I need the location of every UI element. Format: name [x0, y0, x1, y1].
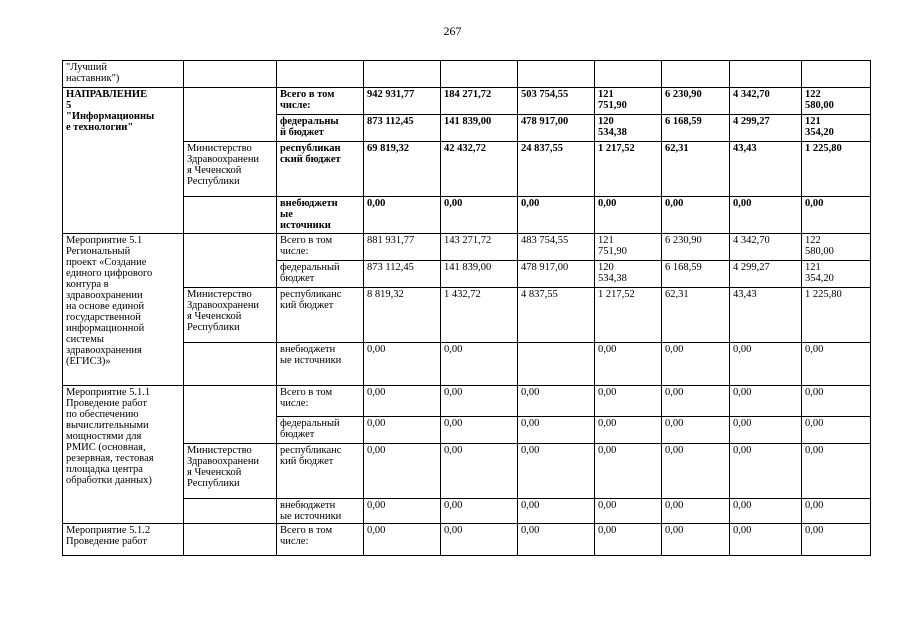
value-cell: 141 839,00 [441, 261, 518, 288]
table-row [63, 88, 871, 115]
funding-source-cell: федеральны й бюджет [277, 115, 364, 142]
value-cell: 0,00 [802, 197, 871, 234]
value-cell: 478 917,00 [518, 115, 595, 142]
value-cell [441, 61, 518, 88]
value-cell: 0,00 [364, 417, 441, 444]
table-row [63, 197, 871, 234]
funding-source-cell: республиканс кий бюджет [277, 444, 364, 499]
value-cell: 0,00 [595, 343, 662, 386]
value-cell: 0,00 [662, 524, 730, 556]
value-cell: 121 751,90 [595, 88, 662, 115]
funding-source-cell: федеральный бюджет [277, 417, 364, 444]
funding-source-cell [277, 61, 364, 88]
value-cell [518, 61, 595, 88]
value-cell: 0,00 [441, 524, 518, 556]
budget-table [62, 60, 871, 556]
funding-source-cell: внебюджетн ые источники [277, 499, 364, 524]
value-cell: 0,00 [730, 197, 802, 234]
value-cell: 503 754,55 [518, 88, 595, 115]
value-cell: 0,00 [802, 499, 871, 524]
value-cell: 62,31 [662, 142, 730, 197]
org-cell [184, 88, 277, 142]
value-cell: 43,43 [730, 288, 802, 343]
value-cell: 6 230,90 [662, 88, 730, 115]
table-row [63, 524, 871, 556]
value-cell: 1 217,52 [595, 142, 662, 197]
org-cell [184, 386, 277, 444]
measure-name-cell: НАПРАВЛЕНИЕ 5 "Информационны е технологии" [63, 88, 184, 234]
value-cell: 121 751,90 [595, 234, 662, 261]
value-cell: 0,00 [802, 444, 871, 499]
value-cell: 4 342,70 [730, 88, 802, 115]
value-cell: 0,00 [662, 417, 730, 444]
value-cell: 0,00 [364, 524, 441, 556]
org-cell: Министерство Здравоохранени я Чеченской Республики [184, 444, 277, 499]
funding-source-cell: Всего в том числе: [277, 88, 364, 115]
value-cell: 0,00 [364, 343, 441, 386]
table-row [63, 61, 871, 88]
value-cell: 6 168,59 [662, 115, 730, 142]
org-cell [184, 61, 277, 88]
value-cell [730, 61, 802, 88]
value-cell: 881 931,77 [364, 234, 441, 261]
value-cell [364, 61, 441, 88]
table-row [63, 499, 871, 524]
funding-source-cell: Всего в том числе: [277, 524, 364, 556]
value-cell: 0,00 [595, 524, 662, 556]
value-cell: 0,00 [518, 386, 595, 417]
funding-source-cell: Всего в том числе: [277, 234, 364, 261]
value-cell: 120 534,38 [595, 115, 662, 142]
value-cell: 0,00 [802, 386, 871, 417]
value-cell: 0,00 [802, 524, 871, 556]
value-cell: 942 931,77 [364, 88, 441, 115]
value-cell [595, 61, 662, 88]
value-cell: 0,00 [802, 343, 871, 386]
value-cell: 0,00 [730, 386, 802, 417]
value-cell: 43,43 [730, 142, 802, 197]
value-cell: 0,00 [730, 343, 802, 386]
value-cell: 0,00 [595, 499, 662, 524]
funding-source-cell: внебюджетн ые источники [277, 343, 364, 386]
org-cell: Министерство Здравоохранени я Чеченской Республики [184, 288, 277, 343]
value-cell: 0,00 [730, 499, 802, 524]
value-cell: 4 299,27 [730, 261, 802, 288]
measure-name-cell: Мероприятие 5.1.2 Проведение работ [63, 524, 184, 556]
value-cell: 1 432,72 [441, 288, 518, 343]
funding-source-cell: республикан ский бюджет [277, 142, 364, 197]
org-cell [184, 524, 277, 556]
measure-name-cell: Мероприятие 5.1 Региональный проект «Создание единого цифрового контура в здравоохранении на основе единой государственной информационной системы здравоохранения (ЕГИСЗ)» [63, 234, 184, 386]
value-cell: 4 342,70 [730, 234, 802, 261]
value-cell: 0,00 [802, 417, 871, 444]
table-row [63, 343, 871, 386]
value-cell: 122 580,00 [802, 234, 871, 261]
value-cell: 42 432,72 [441, 142, 518, 197]
org-cell [184, 499, 277, 524]
funding-source-cell: Всего в том числе: [277, 386, 364, 417]
measure-name-cell: Мероприятие 5.1.1 Проведение работ по обеспечению вычислительными мощностями для РМИС (основная, резервная, тестовая площадка центра обработки данных) [63, 386, 184, 524]
funding-source-cell: федеральный бюджет [277, 261, 364, 288]
value-cell: 141 839,00 [441, 115, 518, 142]
value-cell: 483 754,55 [518, 234, 595, 261]
value-cell: 121 354,20 [802, 115, 871, 142]
value-cell: 873 112,45 [364, 115, 441, 142]
value-cell: 0,00 [518, 417, 595, 444]
value-cell: 4 837,55 [518, 288, 595, 343]
value-cell: 0,00 [441, 417, 518, 444]
value-cell: 1 217,52 [595, 288, 662, 343]
org-cell [184, 234, 277, 288]
value-cell: 69 819,32 [364, 142, 441, 197]
page-number: 267 [443, 24, 462, 38]
value-cell: 0,00 [441, 343, 518, 386]
value-cell: 0,00 [364, 444, 441, 499]
value-cell: 0,00 [364, 197, 441, 234]
value-cell: 121 354,20 [802, 261, 871, 288]
org-cell [184, 197, 277, 234]
value-cell: 6 230,90 [662, 234, 730, 261]
value-cell: 0,00 [441, 386, 518, 417]
value-cell: 0,00 [518, 444, 595, 499]
funding-source-cell: республиканс кий бюджет [277, 288, 364, 343]
org-cell: Министерство Здравоохранени я Чеченской Республики [184, 142, 277, 197]
value-cell: 0,00 [662, 444, 730, 499]
value-cell: 0,00 [730, 444, 802, 499]
table-row [63, 234, 871, 261]
value-cell [662, 61, 730, 88]
value-cell: 122 580,00 [802, 88, 871, 115]
value-cell: 120 534,38 [595, 261, 662, 288]
value-cell [802, 61, 871, 88]
value-cell: 0,00 [662, 197, 730, 234]
value-cell: 0,00 [595, 444, 662, 499]
value-cell: 0,00 [441, 499, 518, 524]
value-cell: 0,00 [518, 499, 595, 524]
value-cell: 0,00 [662, 343, 730, 386]
value-cell: 873 112,45 [364, 261, 441, 288]
value-cell: 0,00 [518, 524, 595, 556]
value-cell: 6 168,59 [662, 261, 730, 288]
value-cell: 24 837,55 [518, 142, 595, 197]
value-cell: 4 299,27 [730, 115, 802, 142]
value-cell: 0,00 [662, 499, 730, 524]
measure-name-cell: "Лучший наставник") [63, 61, 184, 88]
value-cell: 1 225,80 [802, 142, 871, 197]
value-cell: 184 271,72 [441, 88, 518, 115]
table-row [63, 288, 871, 343]
value-cell [518, 343, 595, 386]
value-cell: 0,00 [595, 417, 662, 444]
table-row [63, 142, 871, 197]
value-cell: 478 917,00 [518, 261, 595, 288]
value-cell: 8 819,32 [364, 288, 441, 343]
value-cell: 0,00 [595, 197, 662, 234]
value-cell: 0,00 [730, 417, 802, 444]
value-cell: 143 271,72 [441, 234, 518, 261]
value-cell: 0,00 [518, 197, 595, 234]
value-cell: 0,00 [730, 524, 802, 556]
value-cell: 0,00 [364, 386, 441, 417]
value-cell: 1 225,80 [802, 288, 871, 343]
value-cell: 0,00 [662, 386, 730, 417]
value-cell: 0,00 [441, 444, 518, 499]
value-cell: 0,00 [595, 386, 662, 417]
value-cell: 0,00 [441, 197, 518, 234]
funding-source-cell: внебюджетн ые источники [277, 197, 364, 234]
org-cell [184, 343, 277, 386]
value-cell: 62,31 [662, 288, 730, 343]
table-row [63, 386, 871, 417]
value-cell: 0,00 [364, 499, 441, 524]
table-row [63, 444, 871, 499]
